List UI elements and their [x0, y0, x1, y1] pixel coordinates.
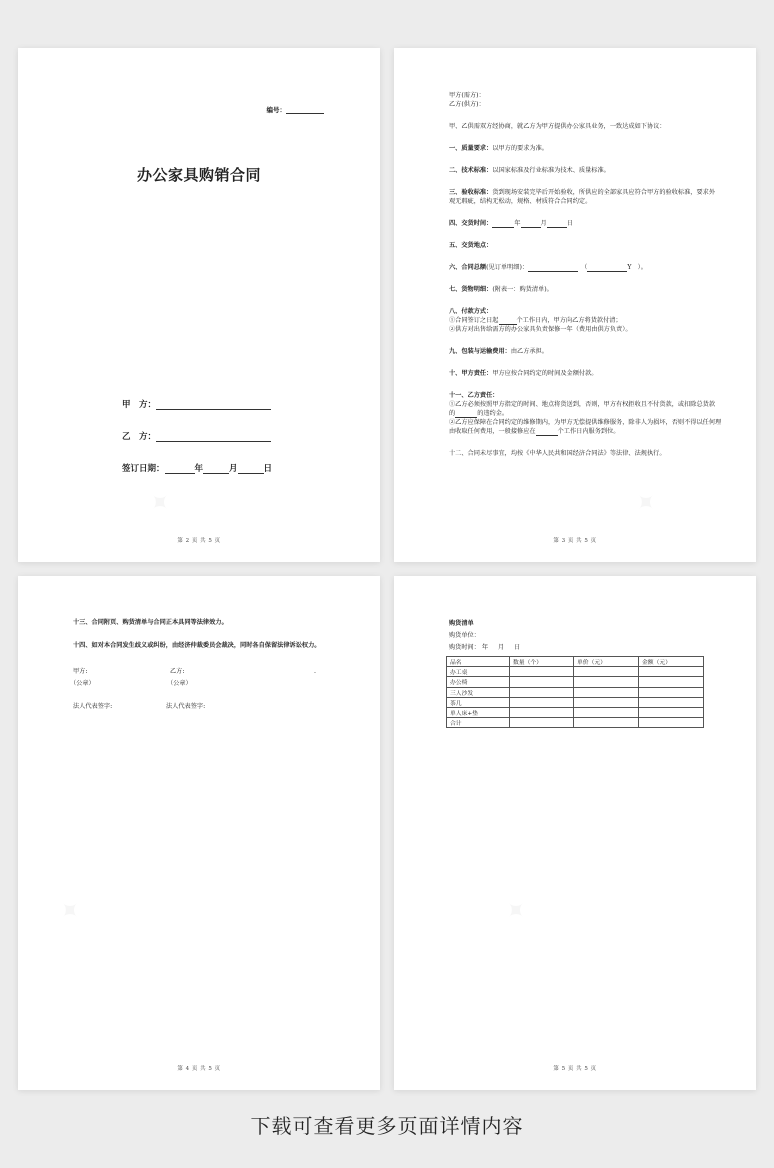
contract-number-label: 编号： — [266, 106, 286, 114]
purchase-list-page — [394, 576, 756, 1090]
s6-amount-num-blank — [587, 263, 627, 272]
s11-penalty-blank — [455, 409, 477, 418]
section-10-title: 十、甲方责任： — [449, 370, 493, 377]
watermark — [627, 485, 664, 522]
purchase-time — [449, 644, 520, 652]
section-9 — [449, 347, 729, 356]
contract-terms — [449, 91, 729, 458]
month-label: 月 — [229, 464, 238, 474]
contract-number — [267, 105, 325, 114]
s6-yen: Y — [627, 264, 632, 271]
section-3-text-cont: 观无瑕疵，结构无松动，规格、材质符合合同约定。 — [449, 198, 592, 205]
section-10-text: 甲方应按合同约定的时间及金额付款。 — [492, 370, 598, 377]
table-cell: 办工桌 — [447, 667, 510, 677]
table-cell — [510, 718, 574, 728]
year-blank — [165, 463, 195, 474]
col-header: 品名 — [447, 657, 510, 667]
contract-number-blank — [286, 105, 324, 114]
table-cell: 单人床+垫 — [447, 707, 510, 717]
table-cell — [510, 697, 574, 707]
s4-day: 日 — [566, 220, 573, 227]
s11-item2b-a: 由收取任何费用，一般接修应在 — [449, 428, 536, 435]
cover-page — [18, 48, 380, 562]
purchase-list-title: 购货清单 — [449, 620, 474, 627]
day-label: 日 — [263, 464, 273, 474]
section-7-text: (附表一：购货清单)。 — [492, 286, 553, 293]
table-cell — [574, 677, 639, 687]
party-a-sign: 甲方: — [73, 668, 88, 675]
s4-day-blank — [547, 219, 567, 228]
section-4-title: 四、交货时间： — [449, 220, 493, 227]
section-11 — [449, 391, 729, 400]
s6-paren: （ — [584, 264, 588, 271]
watermark — [497, 893, 534, 930]
table-cell — [639, 687, 704, 697]
sign-date-line — [122, 462, 272, 474]
section-9-title: 九、包装与运输费用： — [449, 348, 511, 355]
section-7-title: 七、货物明细： — [449, 286, 493, 293]
table-cell — [574, 718, 639, 728]
table-row — [447, 718, 704, 728]
section-2-text: 以国家标准及行业标准为技术、质量标准。 — [492, 167, 610, 174]
section-5-title: 五、交货地点： — [449, 242, 493, 249]
table-cell — [510, 677, 574, 687]
party-a-blank — [156, 399, 271, 410]
party-a-label: 甲 方： — [122, 400, 157, 410]
table-cell — [639, 677, 704, 687]
s4-year-blank — [492, 219, 514, 228]
section-11-item-1: ①乙方必须按照甲方指定的时间、地点将货送到，否则，甲方有权拒收且不付货款，或扣除总货款 — [449, 401, 716, 408]
table-cell — [574, 697, 639, 707]
party-a-line — [122, 398, 271, 410]
s8-item1-a: ①合同签订之日起 — [449, 317, 499, 324]
section-10 — [449, 369, 729, 378]
section-5 — [449, 241, 729, 250]
table-row — [447, 667, 704, 677]
page-footer: 第 2 页 共 5 页 — [177, 538, 221, 544]
col-header: 单价（元） — [574, 657, 639, 667]
purchase-year: 年 — [481, 644, 489, 651]
document-title: 办公家具购销合同 — [136, 166, 261, 184]
table-cell — [510, 687, 574, 697]
s6-end: ）。 — [637, 264, 647, 271]
purchase-day: 日 — [513, 644, 521, 651]
terms-page — [394, 48, 756, 562]
section-3-title: 三、验收标准： — [449, 189, 493, 196]
table-row — [447, 697, 704, 707]
intro-text: 甲、乙供需双方经协商，就乙方为甲方提供办公家具业务，一致达成如下协议： — [449, 123, 666, 130]
section-9-text: 由乙方承担。 — [510, 348, 548, 355]
page-footer: 第 3 页 共 5 页 — [553, 538, 597, 544]
s4-year: 年 — [514, 220, 521, 227]
section-13: 十三、合同附页、购货清单与合同正本具同等法律效力。 — [73, 619, 228, 626]
section-11-title: 十一、乙方责任： — [449, 392, 499, 399]
page-footer: 第 5 页 共 5 页 — [553, 1066, 597, 1072]
section-6 — [449, 263, 729, 272]
s4-month: 月 — [540, 220, 547, 227]
day-blank — [238, 463, 264, 474]
page-footer: 第 4 页 共 5 页 — [177, 1066, 221, 1072]
table-cell: 茶几 — [447, 697, 510, 707]
legal-rep-a: 法人代表签字: — [73, 703, 113, 710]
party-b-blank — [156, 431, 271, 442]
section-11-item-1-cont — [449, 409, 729, 418]
table-cell — [639, 667, 704, 677]
s8-days-blank — [499, 316, 517, 325]
s4-month-blank — [521, 219, 541, 228]
table-cell: 办公椅 — [447, 677, 510, 687]
section-7 — [449, 285, 729, 294]
table-cell — [510, 707, 574, 717]
purchase-month: 月 — [497, 644, 505, 651]
section-8-title: 八、付款方式： — [449, 308, 493, 315]
table-row — [447, 677, 704, 687]
section-8-item-2: ②供方对出售给需方的办公家具负责保修一年（费用由供方负责）。 — [449, 326, 632, 333]
col-header: 金额（元） — [639, 657, 704, 667]
section-1-title: 一、质量要求： — [449, 145, 493, 152]
party-b-label: 乙 方： — [122, 432, 157, 442]
year-label: 年 — [194, 464, 204, 474]
month-blank — [203, 463, 229, 474]
section-6-title: 六、合同总额 — [449, 264, 487, 271]
seal-b: （公章） — [167, 680, 192, 687]
table-cell — [574, 687, 639, 697]
section-1 — [449, 144, 729, 153]
table-cell: 三人沙发 — [447, 687, 510, 697]
section-4 — [449, 219, 729, 228]
table-cell — [639, 707, 704, 717]
section-14: 十四、如对本合同发生歧义或纠纷，由经济仲裁委员会裁决，同时各自保留法律诉讼权力。 — [73, 642, 321, 649]
table-row — [447, 707, 704, 717]
table-cell — [639, 697, 704, 707]
col-header: 数量（个） — [510, 657, 574, 667]
table-cell — [574, 707, 639, 717]
s11-item1b-b: 的违约金。 — [477, 410, 509, 417]
buyer-unit: 购货单位： — [449, 632, 480, 639]
table-cell: 合计 — [447, 718, 510, 728]
table-cell — [574, 667, 639, 677]
section-3-text: 货到现场安装完毕后开始验收，所供应的全部家具应符合甲方的验收标准，要求外 — [492, 189, 716, 196]
table-cell — [510, 667, 574, 677]
section-2 — [449, 166, 729, 175]
party-b-sign: 乙方: — [170, 668, 185, 675]
s8-item1-b: 个工作日内，甲方向乙方将货款付清； — [516, 317, 622, 324]
sign-date-label: 签订日期： — [122, 464, 165, 474]
s6-amount-blank — [528, 263, 578, 272]
section-2-title: 二、技术标准： — [449, 167, 493, 174]
section-11-item-2: ②乙方应保障在合同约定的维修期内，为甲方无偿提供维修服务，除非人为损坏，否则不得以任何理 — [449, 419, 722, 426]
stray-dot: . — [314, 668, 316, 675]
table-row — [447, 687, 704, 697]
section-11-item-2-cont — [449, 427, 729, 436]
section-3 — [449, 188, 729, 197]
section-1-text: 以甲方的要求为准。 — [492, 145, 548, 152]
signature-page — [18, 576, 380, 1090]
s11-days-blank — [536, 427, 558, 436]
party-b-line — [122, 430, 271, 442]
section-12: 十二、合同未尽事宜，均按《中华人民共和国经济合同法》等法律、法规执行。 — [449, 450, 666, 457]
watermark — [141, 485, 178, 522]
purchase-time-label: 购货时间： — [449, 644, 480, 651]
section-6-text: (见订单明细)： — [486, 264, 529, 271]
party-b-supply: 乙方(供方)： — [449, 101, 485, 108]
table-header-row — [447, 657, 704, 667]
s11-item2b-b: 个工作日内服务到位。 — [557, 428, 620, 435]
section-8 — [449, 307, 729, 316]
seal-a: （公章） — [70, 680, 95, 687]
party-a-demand: 甲方(需方)： — [449, 92, 485, 99]
purchase-table — [446, 656, 704, 728]
watermark — [51, 893, 88, 930]
download-caption: 下载可查看更多页面详情内容 — [250, 1114, 524, 1138]
section-8-item-1 — [449, 316, 729, 325]
legal-rep-b: 法人代表签字: — [166, 703, 206, 710]
s11-item1b-a: 的 — [449, 410, 456, 417]
table-cell — [639, 718, 704, 728]
